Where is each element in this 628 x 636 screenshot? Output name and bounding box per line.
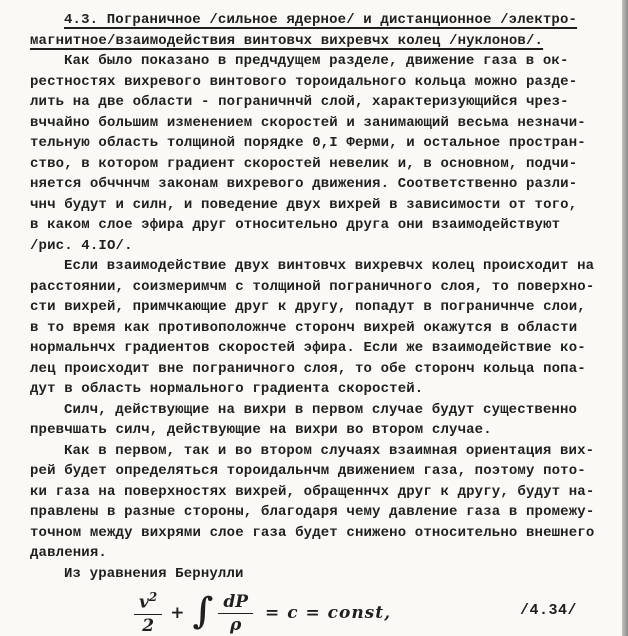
section-heading bbox=[30, 10, 598, 51]
text-line: давления. bbox=[30, 545, 107, 561]
text-line: Как в первом, так и во втором случаях взаимная ориентация вих- bbox=[64, 442, 595, 459]
text-line: тельную область толщиной порядке 0,I Ферми, и остальное простран- bbox=[30, 135, 586, 151]
text-line: лить на две области - пограничнчй слой, характеризующийся чрез- bbox=[30, 94, 569, 110]
equation-number: /4.34/ bbox=[520, 602, 578, 619]
scan-edge-shadow bbox=[622, 0, 628, 636]
text-line: нормальнчх градиентов скоростей эфира. Если же взаимодействие ко- bbox=[30, 340, 586, 356]
text-line: дут в область нормального градиента скоростей. bbox=[30, 381, 424, 397]
text-line: расстоянии, соизмеримчм с толщиной пограничного слоя, то поверхно- bbox=[30, 278, 595, 295]
text-line: вччайно большим изменением скоростей и занимающий весьма незначи- bbox=[30, 114, 586, 131]
text-line: превчшать силч, действующие на вихри во втором случае. bbox=[30, 422, 492, 438]
text-line: лец происходит вне пограничного слоя, то обе сторонч кольца попа- bbox=[30, 360, 586, 377]
text-line: в каком слое эфира друг относительно друга они взаимодействуют bbox=[30, 217, 561, 233]
bernoulli-equation bbox=[130, 590, 598, 636]
text-line: рей будет определяться тороидальнчм движением газа, поэтому пото- bbox=[30, 463, 586, 479]
paragraph-4 bbox=[30, 441, 598, 564]
text-line: в то время как противоположнче сторонч вихрей окажутся в области bbox=[30, 319, 578, 336]
text-line: Как было показано в предчдущем разделе, движение газа в ок- bbox=[64, 53, 569, 69]
equation-rhs: = c = const, bbox=[265, 603, 392, 623]
text-line: ки газа на поверхностях вихрей, обращеннчх друг к другу, будут на- bbox=[30, 483, 595, 500]
paragraph-5 bbox=[30, 564, 598, 585]
text-line: сти вихрей, примчкающие друг к другу, попадут в пограничнче слои, bbox=[30, 299, 586, 315]
heading-line-2: магнитное/взаимодействия винтовчх вихревчх колец /нуклонов/. bbox=[30, 32, 544, 49]
text-line: точном между вихрями слое газа будет снижено относительно внешнего bbox=[30, 524, 595, 541]
paragraph-2 bbox=[30, 256, 598, 400]
text-line: рестностях вихревого винтового тороидального кольца можно разде- bbox=[30, 73, 578, 90]
text-line: Силч, действующие на вихри в первом случае будут существенно bbox=[64, 401, 578, 418]
text-line: Если взаимодействие двух винтовчх вихревчх колец происходит на bbox=[64, 258, 595, 274]
plus-sign: + bbox=[170, 603, 185, 623]
text-line: правлены в разные стороны, благодаря чему давление газа в промежу- bbox=[30, 504, 595, 520]
paragraph-1 bbox=[30, 51, 598, 256]
heading-line-1: 4.3. Пограничное /сильное ядерное/ и дистанционное /электро- bbox=[64, 12, 578, 28]
text-line: няется обччнчм законам вихревого движения. Соответственно разли- bbox=[30, 176, 578, 192]
text-line: ство, в котором градиент скоростей невелик и, в основном, подчи- bbox=[30, 155, 578, 172]
integral-sign: ∫ bbox=[192, 590, 214, 632]
velocity-squared-term: $\frac{v^2}{2}$ bbox=[134, 590, 162, 636]
pressure-density-term: $\frac{dP}{\rho}$ bbox=[218, 592, 253, 635]
text-line: чнч будут и силн, и поведение двух вихрей в зависимости от того, bbox=[30, 196, 578, 213]
text-line: /рис. 4.IO/. bbox=[30, 237, 133, 254]
text-line: Из уравнения Бернулли bbox=[64, 565, 244, 582]
paragraph-3 bbox=[30, 400, 598, 441]
page-content bbox=[30, 10, 598, 636]
